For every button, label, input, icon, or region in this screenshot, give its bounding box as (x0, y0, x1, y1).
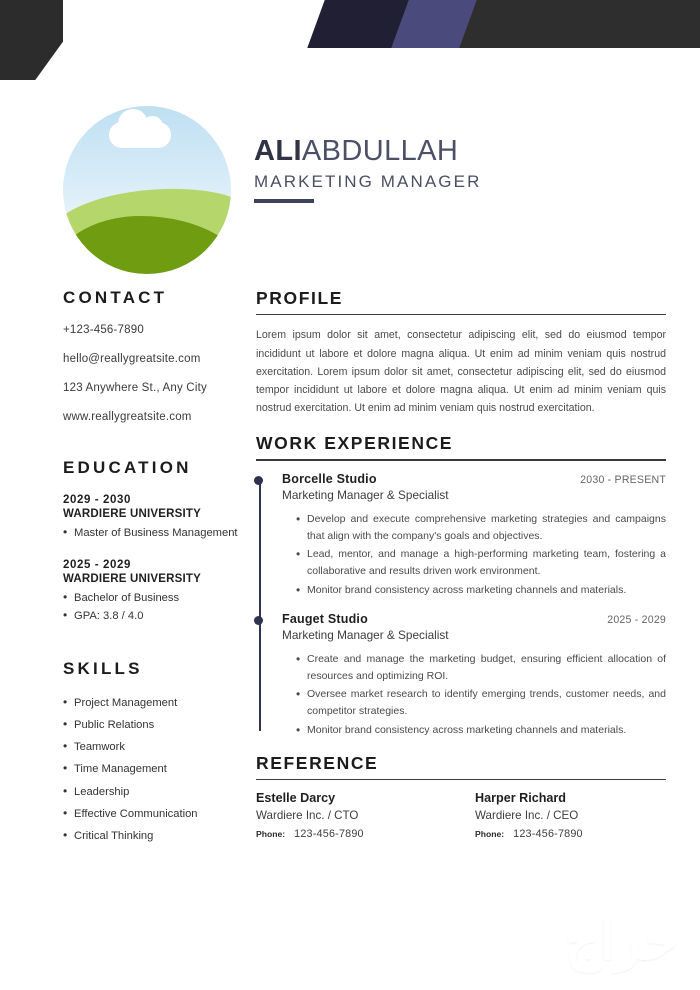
list-item: • Monitor brand consistency across marketing channels and materials. (296, 722, 666, 739)
education-heading: EDUCATION (63, 458, 192, 477)
list-item: • Monitor brand consistency across marketing channels and materials. (296, 582, 666, 599)
profile-section (256, 288, 666, 417)
skills-list (63, 695, 238, 845)
contact-address: 123 Anywhere St., Any City (63, 382, 207, 394)
list-item: • Bachelor of Business (63, 590, 238, 606)
reference-card (256, 791, 447, 840)
resume-header (0, 104, 700, 284)
education-years: 2029 - 2030 (63, 494, 131, 506)
education-entry (63, 559, 238, 624)
list-item: • Effective Communication (63, 806, 238, 822)
watermark: حراج (564, 911, 678, 971)
timeline-line (259, 478, 261, 731)
education-school: WARDIERE UNIVERSITY (63, 508, 201, 520)
job-title: MARKETING MANAGER (254, 172, 482, 192)
section-divider (256, 314, 666, 315)
list-item: • Master of Business Management (63, 525, 238, 541)
reference-title: Wardiere Inc. / CEO (475, 809, 579, 823)
contact-heading: CONTACT (63, 288, 168, 307)
contact-section (63, 288, 238, 423)
dark-tab-shape (0, 0, 63, 80)
work-role: Marketing Manager & Specialist (282, 487, 449, 502)
list-item: • Lead, mentor, and manage a high-performing marketing team, fostering a collaborative and results driven work environment. (296, 546, 666, 580)
education-details (63, 590, 238, 624)
work-section (256, 433, 666, 738)
list-item: • Time Management (63, 761, 238, 777)
work-entry (282, 472, 666, 599)
contact-website[interactable]: www.reallygreatsite.com (63, 411, 192, 423)
work-dates: 2030 - PRESENT (580, 473, 666, 486)
last-name: ABDULLAH (301, 135, 459, 167)
timeline-dot-icon (254, 616, 263, 625)
list-item: • Teamwork (63, 739, 238, 755)
list-item: • Public Relations (63, 717, 238, 733)
education-section (63, 458, 238, 625)
work-entry (282, 612, 666, 739)
section-divider (256, 779, 666, 780)
sidebar (63, 288, 238, 850)
reference-phone-number: 123-456-7890 (294, 828, 364, 841)
decorative-banner (0, 0, 700, 90)
title-underline (254, 199, 314, 203)
reference-section (256, 753, 666, 840)
reference-card (475, 791, 666, 840)
reference-title: Wardiere Inc. / CTO (256, 809, 359, 823)
list-item: • Project Management (63, 695, 238, 711)
list-item: • Oversee market research to identify emerging trends, customer needs, and competitor strategies. (296, 686, 666, 720)
work-company: Fauget Studio (282, 611, 368, 626)
education-years: 2025 - 2029 (63, 559, 131, 572)
education-details (63, 525, 238, 541)
reference-phone-label: Phone: (256, 829, 286, 840)
list-item: • Critical Thinking (63, 828, 238, 844)
timeline-dot-icon (254, 476, 263, 485)
list-item: • Develop and execute comprehensive marketing strategies and campaigns that align with the company's goals and objectives. (296, 511, 666, 545)
cloud-icon (109, 122, 171, 148)
avatar (63, 106, 231, 274)
education-school: WARDIERE UNIVERSITY (63, 573, 201, 586)
list-item: • Leadership (63, 784, 238, 800)
work-bullets (282, 511, 666, 599)
contact-email[interactable]: hello@reallygreatsite.com (63, 353, 201, 365)
reference-name: Harper Richard (475, 791, 566, 806)
section-divider (256, 459, 666, 460)
reference-phone-number: 123-456-7890 (513, 828, 583, 841)
list-item: • Create and manage the marketing budget, ensuring efficient allocation of resources and optimizing ROI. (296, 651, 666, 685)
work-heading: WORK EXPERIENCE (256, 433, 454, 454)
list-item: • GPA: 3.8 / 4.0 (63, 608, 238, 624)
work-bullets (282, 651, 666, 739)
work-company: Borcelle Studio (282, 471, 377, 486)
profile-text: Lorem ipsum dolor sit amet, consectetur adipiscing elit, sed do eiusmod tempor incididunt ut labore et dolore magna aliqua. Ut enim ad minim veniam quis nostrud exercitation. Lorem ipsum dolor sit amet, consectetur adipiscing elit, sed do eiusmod tempor incididunt ut labore et dolore magna aliqua. Ut enim ad minim veniam quis nostrud exercitation. Ut enim ad minim veniam quis nostrud exercitation. (256, 329, 666, 415)
dark-parallelogram-shape (459, 0, 700, 48)
name-block (254, 136, 481, 203)
skills-section (63, 659, 238, 845)
main-content (256, 288, 666, 840)
education-entry (63, 494, 238, 541)
work-timeline (256, 472, 666, 739)
skills-heading: SKILLS (63, 658, 143, 678)
page-title (254, 136, 481, 166)
reference-name: Estelle Darcy (256, 791, 336, 806)
contact-phone: +123-456-7890 (63, 324, 144, 336)
first-name: ALI (254, 135, 302, 167)
profile-heading: PROFILE (256, 288, 344, 308)
reference-heading: REFERENCE (256, 752, 379, 773)
work-role: Marketing Manager & Specialist (282, 627, 449, 642)
work-dates: 2025 - 2029 (607, 613, 666, 626)
reference-phone-label: Phone: (475, 829, 505, 840)
